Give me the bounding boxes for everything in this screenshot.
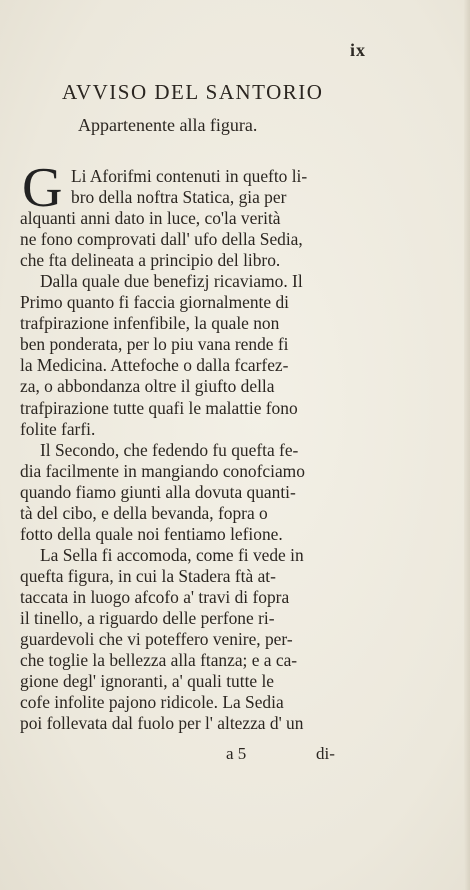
paragraph-2: [20, 271, 380, 439]
text-line: tà del cibo, e della bevanda, fopra o: [20, 502, 268, 523]
text-line: ben ponderata, per lo piu vana rende fi: [20, 334, 289, 355]
text-line: trafpirazione infenfibile, la quale non: [20, 313, 280, 334]
text-line: trafpirazione tutte quafi le malattie fono: [20, 397, 298, 418]
body-text: [20, 157, 380, 734]
text-line: gione degl' ignoranti, a' quali tutte le: [20, 671, 275, 692]
text-line: il tinello, a riguardo delle perfone ri-: [20, 607, 275, 628]
catchword: di-: [316, 744, 335, 763]
text-line: quando fiamo giunti alla dovuta quanti-: [20, 481, 296, 502]
paragraph-4: [20, 545, 380, 734]
text-line: Il Secondo, che fedendo fu quefta fe-: [40, 439, 299, 460]
text-line: bro della noftra Statica, gia per: [71, 187, 287, 208]
text-line: ne fono comprovati dall' ufo della Sedia,: [20, 229, 303, 250]
page-edge: [464, 0, 470, 890]
drop-cap: G: [22, 157, 63, 219]
text-line: cofe infolite pajono ridicole. La Sedia: [20, 692, 284, 713]
text-line: La Sella fi accomoda, come fi vede in: [40, 544, 304, 565]
text-line: dia facilmente in mangiando conofciamo: [20, 460, 305, 481]
text-line: guardevoli che vi poteffero venire, per-: [20, 629, 293, 650]
paragraph-3: [20, 440, 380, 545]
text-line: taccata in luogo afcofo a' travi di fopra: [20, 586, 290, 607]
text-line: Li Aforifmi contenuti in quefto li-: [71, 166, 308, 186]
text-line: che toglie la bellezza alla ftanza; e a ca-: [20, 650, 298, 671]
text-line: folite farfi.: [20, 418, 96, 439]
text-line: la Medicina. Attefoche o dalla fcarfez-: [20, 355, 289, 376]
text-line: Primo quanto fi faccia giornalmente di: [20, 292, 289, 313]
signature-mark: a 5: [226, 744, 247, 763]
text-line: poi follevata dal fuolo per l' altezza d' un: [20, 713, 304, 734]
page-subtitle: Appartenente alla figura.: [78, 115, 258, 135]
page-title: AVVISO DEL SANTORIO: [62, 80, 324, 104]
text-line: quefta figura, in cui la Stadera ftà at-: [20, 565, 276, 586]
text-line: Dalla quale due benefizj ricaviamo. Il: [40, 271, 303, 292]
text-line: fotto della quale noi fentiamo lefione.: [20, 523, 283, 544]
paragraph-1: [20, 157, 380, 271]
text-line: za, o abbondanza oltre il giufto della: [20, 376, 275, 397]
text-line: che fta delineata a principio del libro.: [20, 250, 281, 271]
page-number: ix: [349, 40, 366, 60]
text-line: alquanti anni dato in luce, co'la verità: [20, 208, 281, 229]
page-footer: [0, 744, 470, 766]
